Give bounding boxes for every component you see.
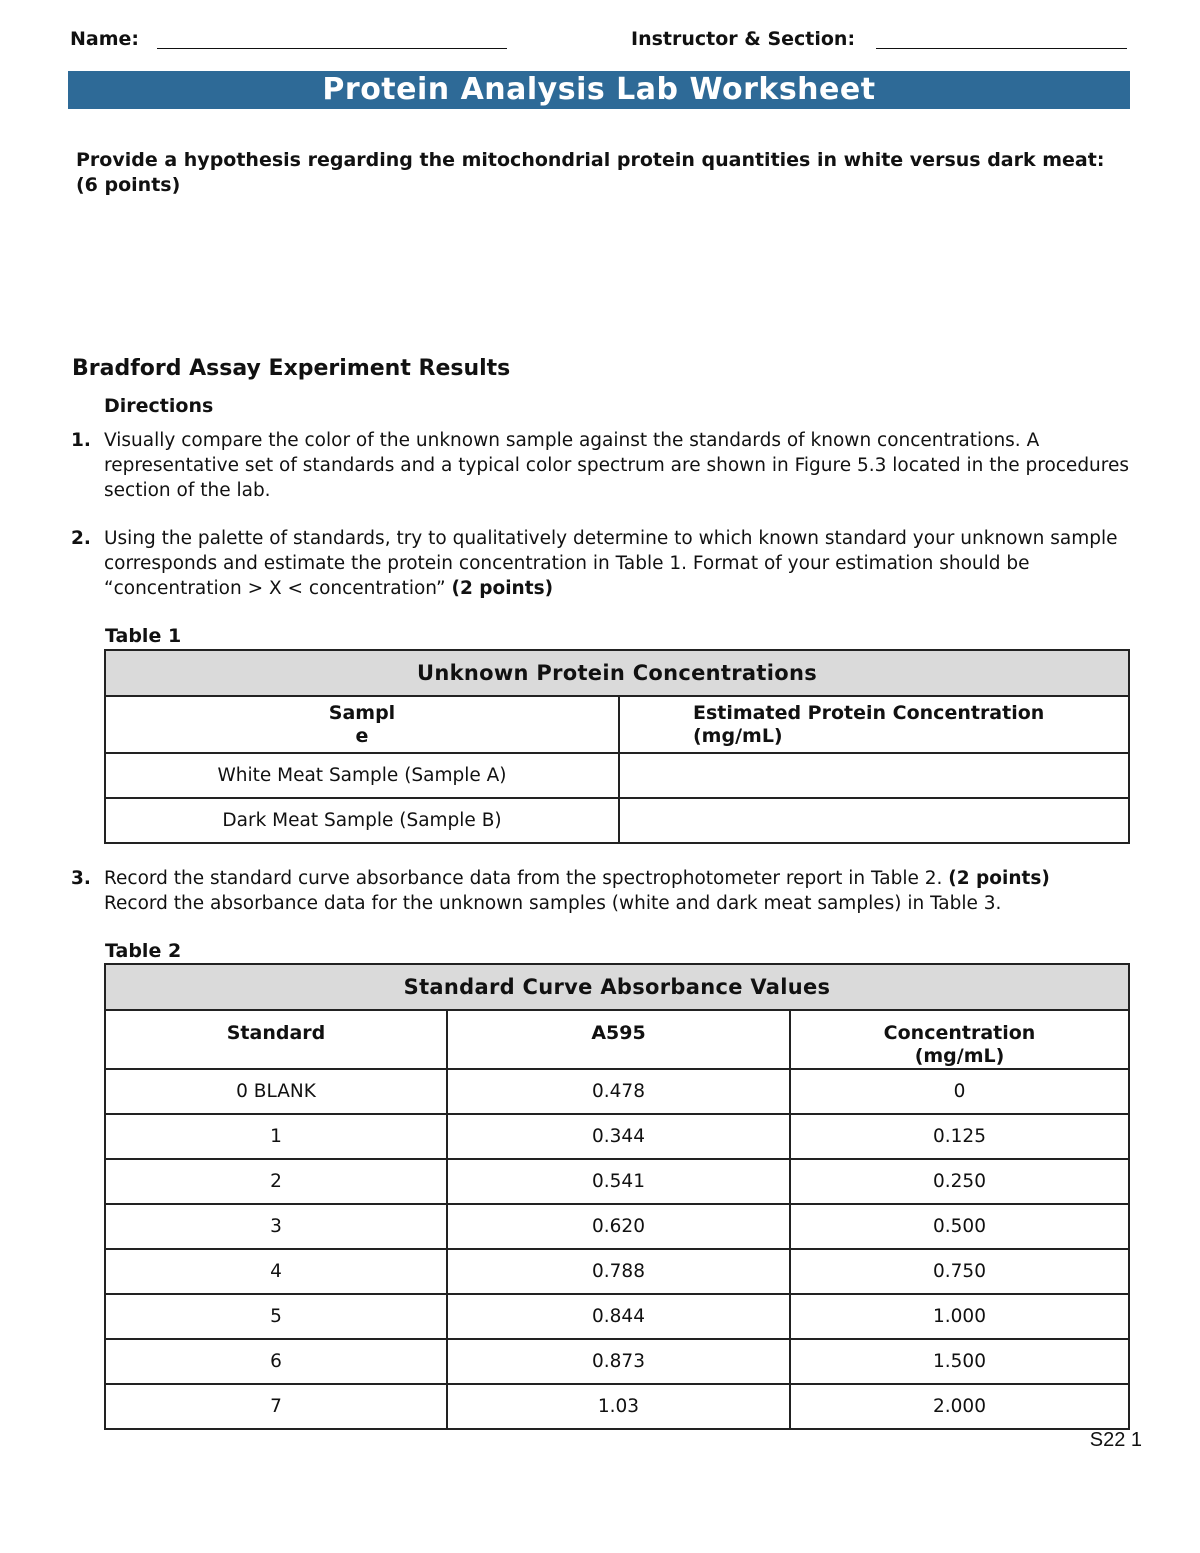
step-2-number: 2. <box>71 528 91 549</box>
standard-cell: 6 <box>105 1339 447 1384</box>
instructor-section-label: Instructor & Section: <box>631 28 856 50</box>
table-2-caption: Standard Curve Absorbance Values <box>105 964 1129 1010</box>
concentration-cell: 0.250 <box>790 1159 1129 1204</box>
standard-cell: 5 <box>105 1294 447 1339</box>
table-1-header-sample-line1: Sampl <box>328 701 396 724</box>
table-1-estimate-cell[interactable] <box>619 753 1129 798</box>
table-1-label: Table 1 <box>105 625 182 647</box>
a595-cell: 0.844 <box>447 1294 790 1339</box>
table-row <box>105 1339 1129 1384</box>
step-2-format: “concentration > X < concentration” <box>104 578 446 599</box>
table-2-header-concentration-line2: (mg/mL) <box>914 1045 1005 1067</box>
table-row <box>105 1384 1129 1429</box>
a595-cell: 0.344 <box>447 1114 790 1159</box>
step-3-text-2: Record the absorbance data for the unknown samples (white and dark meat samples) in Table 3. <box>104 893 1002 914</box>
table-row <box>105 1204 1129 1249</box>
a595-cell: 1.03 <box>447 1384 790 1429</box>
step-3-text-1: Record the standard curve absorbance data from the spectrophotometer report in Table 2. <box>104 868 943 889</box>
table-row <box>105 1114 1129 1159</box>
table-row <box>105 798 1129 843</box>
worksheet-title: Protein Analysis Lab Worksheet <box>68 71 1130 109</box>
step-2 <box>71 526 1144 601</box>
table-1-sample-cell: White Meat Sample (Sample A) <box>105 753 619 798</box>
standard-cell: 0 BLANK <box>105 1069 447 1114</box>
name-field[interactable] <box>157 48 507 49</box>
a595-cell: 0.620 <box>447 1204 790 1249</box>
table-2-label: Table 2 <box>105 940 182 962</box>
step-2-text: Using the palette of standards, try to qualitatively determine to which known standard your unknown sample corresponds and estimate the protein concentration in Table 1. Format of your estimation should be <box>104 528 1118 574</box>
step-1-number: 1. <box>71 430 91 451</box>
a595-cell: 0.541 <box>447 1159 790 1204</box>
table-1-header-estimate <box>619 696 1129 753</box>
concentration-cell: 1.000 <box>790 1294 1129 1339</box>
table-row <box>105 1159 1129 1204</box>
table-row <box>105 1249 1129 1294</box>
table-2-header-a595: A595 <box>447 1010 790 1069</box>
name-label: Name: <box>70 28 140 50</box>
concentration-cell: 1.500 <box>790 1339 1129 1384</box>
table-1-caption: Unknown Protein Concentrations <box>105 650 1129 696</box>
table-2-header-concentration-line1: Concentration <box>883 1022 1036 1044</box>
table-1 <box>104 649 1130 844</box>
concentration-cell: 0.500 <box>790 1204 1129 1249</box>
concentration-cell: 2.000 <box>790 1384 1129 1429</box>
hypothesis-points: (6 points) <box>76 174 181 196</box>
table-2-header-concentration <box>790 1010 1129 1069</box>
step-3 <box>71 866 1144 916</box>
table-2-header-standard: Standard <box>105 1010 447 1069</box>
table-1-header-estimate-line2: (mg/mL) <box>693 724 783 747</box>
hypothesis-prompt <box>76 148 1156 198</box>
step-3-number: 3. <box>71 868 91 889</box>
standard-cell: 2 <box>105 1159 447 1204</box>
table-row <box>105 1069 1129 1114</box>
table-row <box>105 1294 1129 1339</box>
concentration-cell: 0 <box>790 1069 1129 1114</box>
table-1-sample-cell: Dark Meat Sample (Sample B) <box>105 798 619 843</box>
section-title: Bradford Assay Experiment Results <box>72 356 511 381</box>
step-1-text: Visually compare the color of the unknown sample against the standards of known concentrations. A representative set of standards and a typical color spectrum are shown in Figure 5.3 located in the procedures section of the lab. <box>104 430 1130 501</box>
step-2-points: (2 points) <box>451 578 554 599</box>
step-1 <box>71 428 1144 503</box>
table-1-header-sample-line2: e <box>355 724 369 747</box>
concentration-cell: 0.125 <box>790 1114 1129 1159</box>
concentration-cell: 0.750 <box>790 1249 1129 1294</box>
standard-cell: 7 <box>105 1384 447 1429</box>
table-1-header-sample <box>105 696 619 753</box>
step-3-points: (2 points) <box>948 868 1050 889</box>
standard-cell: 1 <box>105 1114 447 1159</box>
standard-cell: 3 <box>105 1204 447 1249</box>
a595-cell: 0.788 <box>447 1249 790 1294</box>
hypothesis-prompt-text: Provide a hypothesis regarding the mitochondrial protein quantities in white versus dark meat: <box>76 149 1105 171</box>
table-1-estimate-cell[interactable] <box>619 798 1129 843</box>
directions-label: Directions <box>104 395 214 417</box>
standard-cell: 4 <box>105 1249 447 1294</box>
instructor-section-field[interactable] <box>876 48 1127 49</box>
table-2 <box>104 963 1130 1430</box>
page-footer: S22 1 <box>1089 1429 1142 1451</box>
table-1-header-estimate-line1: Estimated Protein Concentration <box>693 701 1045 724</box>
table-row <box>105 753 1129 798</box>
a595-cell: 0.873 <box>447 1339 790 1384</box>
a595-cell: 0.478 <box>447 1069 790 1114</box>
